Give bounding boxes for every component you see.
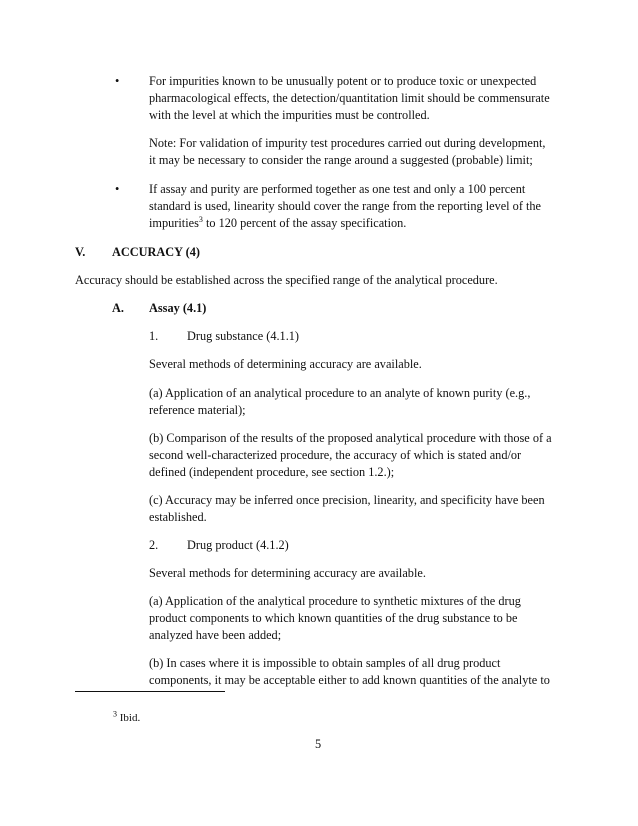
- footnote-reference: 3: [198, 214, 203, 224]
- section-title: ACCURACY (4): [112, 245, 200, 259]
- bullet-2-line-3: impurities$^3$ to 120 percent of the assay specification.: [149, 214, 407, 230]
- subsection-title: Assay (4.1): [149, 301, 207, 315]
- bullet-marker: •: [115, 182, 120, 196]
- section-intro: Accuracy should be established across the specified range of the analytical procedure.: [75, 273, 498, 287]
- item-1-para-b-line-3: defined (independent procedure, see section 1.2.);: [149, 465, 395, 479]
- subsection-letter: A.: [112, 301, 124, 315]
- bullet-1-line-1: For impurities known to be unusually potent or to produce toxic or unexpected: [149, 74, 537, 88]
- footnote-separator: [75, 691, 225, 692]
- item-1-title: Drug substance (4.1.1): [187, 329, 300, 343]
- item-2-para-b-line-2: components, it may be acceptable either to add known quantities of the analyte to: [149, 673, 550, 687]
- item-2-para-a-line-2: product components to which known quantities of the drug substance to be: [149, 611, 518, 625]
- item-2-para-a-line-3: analyzed have been added;: [149, 628, 282, 642]
- section-number: V.: [75, 245, 86, 259]
- footnote-text: Ibid.: [119, 712, 141, 724]
- bullet-2-line-1: If assay and purity are performed together as one test and only a 100 percent: [149, 182, 526, 196]
- bullet-1-line-3: with the level at which the impurities must be controlled.: [149, 108, 430, 122]
- bullet-marker: •: [115, 74, 120, 88]
- item-2-title: Drug product (4.1.2): [187, 538, 289, 552]
- footnote-number: 3: [113, 709, 117, 719]
- bullet-2-line-2: standard is used, linearity should cover the range from the reporting level of the: [149, 199, 542, 213]
- item-2-para-b-line-1: (b) In cases where it is impossible to obtain samples of all drug product: [149, 656, 501, 670]
- item-2-para-a-line-1: (a) Application of the analytical procedure to synthetic mixtures of the drug: [149, 594, 521, 608]
- item-1-para-a-line-2: reference material);: [149, 403, 246, 417]
- item-2-intro: Several methods for determining accuracy are available.: [149, 566, 426, 580]
- item-1-para-b-line-2: second well-characterized procedure, the accuracy of which is stated and/or: [149, 448, 522, 462]
- page-number: 5: [315, 737, 322, 751]
- item-1-para-b-line-1: (b) Comparison of the results of the proposed analytical procedure with those of a: [149, 431, 552, 445]
- note-line-1: Note: For validation of impurity test procedures carried out during development,: [149, 136, 546, 150]
- item-1-intro: Several methods of determining accuracy are available.: [149, 357, 422, 371]
- item-1-para-c-line-2: established.: [149, 510, 207, 524]
- item-1-number: 1.: [149, 329, 159, 343]
- item-2-number: 2.: [149, 538, 159, 552]
- item-1-para-c-line-1: (c) Accuracy may be inferred once precision, linearity, and specificity have been: [149, 493, 545, 507]
- note-line-2: it may be necessary to consider the range around a suggested (probable) limit;: [149, 153, 533, 167]
- item-1-para-a-line-1: (a) Application of an analytical procedure to an analyte of known purity (e.g.,: [149, 386, 531, 400]
- bullet-1-line-2: pharmacological effects, the detection/quantitation limit should be commensurate: [149, 91, 550, 105]
- footnote: [113, 709, 141, 724]
